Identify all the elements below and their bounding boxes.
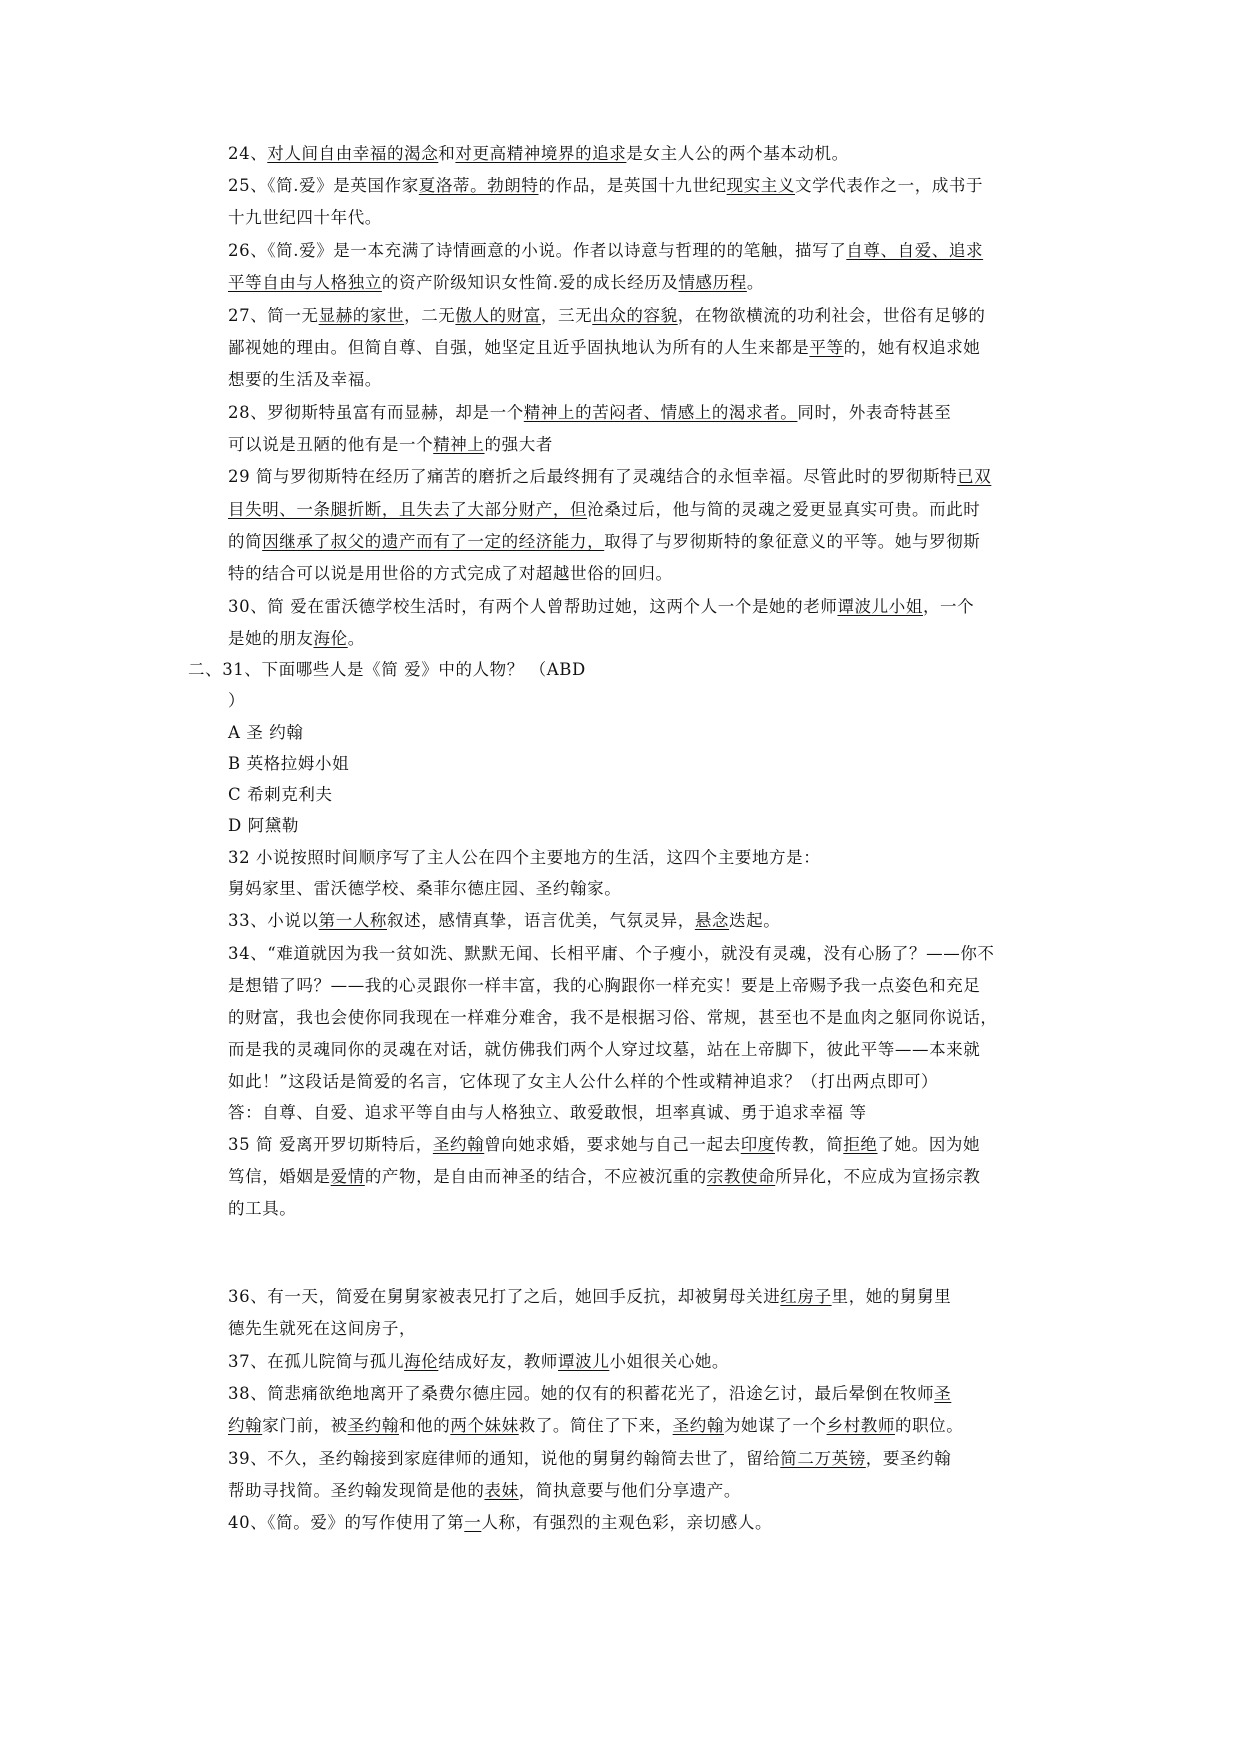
text-segment: 二、31、下面哪些人是《简 爱》中的人物？ （ABD bbox=[188, 660, 586, 679]
text-segment: 的工具。 bbox=[228, 1199, 297, 1218]
text-segment: 。 bbox=[347, 629, 365, 648]
text-segment: 特的结合可以说是用世俗的方式完成了对超越世俗的回归。 bbox=[228, 564, 673, 583]
text-segment: 迭起。 bbox=[729, 911, 781, 930]
text-line bbox=[228, 976, 980, 996]
text-segment: 传教，简 bbox=[774, 1135, 844, 1154]
text-segment: B 英格拉姆小姐 bbox=[228, 754, 350, 773]
text-line bbox=[228, 1072, 938, 1092]
text-segment: ，简执意要与他们分享遗产。 bbox=[518, 1481, 742, 1500]
underlined-answer: 精神上的苦闷者、情感上的渴求者。 bbox=[523, 403, 798, 422]
text-line bbox=[228, 564, 673, 584]
underlined-answer: 爱情 bbox=[330, 1167, 365, 1186]
text-segment: 的资产阶级知识女性简.爱的成长经历及 bbox=[381, 273, 679, 292]
text-line bbox=[228, 1384, 951, 1404]
text-segment: ，一个 bbox=[922, 597, 975, 616]
underlined-answer: 海伦 bbox=[313, 629, 348, 648]
text-segment: C 希刺克利夫 bbox=[228, 785, 333, 804]
text-line bbox=[228, 629, 365, 649]
underlined-answer: 显赫的家世 bbox=[318, 306, 405, 325]
underlined-answer: 对人间自由幸福的渴念 bbox=[267, 144, 439, 163]
underlined-answer: 一 bbox=[464, 1513, 482, 1532]
text-line bbox=[228, 273, 764, 293]
text-segment: 十九世纪四十年代。 bbox=[228, 208, 382, 227]
text-segment: 32 小说按照时间顺序写了主人公在四个主要地方的生活，这四个主要地方是： bbox=[228, 848, 821, 867]
underlined-answer: 现实主义 bbox=[726, 176, 796, 195]
underlined-answer: 圣 bbox=[934, 1384, 952, 1403]
underlined-answer: 拒绝 bbox=[843, 1135, 878, 1154]
text-segment: 结成好友，教师 bbox=[438, 1352, 559, 1371]
text-segment: 为她谋了一个 bbox=[723, 1416, 827, 1435]
text-segment: 文学代表作之一，成书于 bbox=[795, 176, 984, 195]
text-segment: 和他的 bbox=[399, 1416, 451, 1435]
text-line bbox=[228, 370, 382, 390]
text-line bbox=[228, 879, 621, 899]
text-segment: 家门前，被 bbox=[262, 1416, 348, 1435]
text-segment: 所异化，不应成为宣扬宗教 bbox=[775, 1167, 981, 1186]
text-segment: 舅妈家里、雷沃德学校、桑菲尔德庄园、圣约翰家。 bbox=[228, 879, 622, 898]
underlined-answer: 圣约翰 bbox=[432, 1135, 485, 1154]
text-line bbox=[188, 660, 586, 680]
text-line bbox=[228, 1513, 772, 1533]
text-line bbox=[228, 848, 820, 868]
text-line bbox=[228, 944, 995, 964]
text-line bbox=[228, 1481, 741, 1501]
underlined-answer: 两个妹妹 bbox=[450, 1416, 519, 1435]
underlined-answer: 出众的容貌 bbox=[592, 306, 678, 325]
text-line bbox=[228, 1449, 951, 1469]
text-line bbox=[228, 338, 980, 358]
text-segment: 27、简一无 bbox=[228, 306, 319, 325]
text-segment: 人称，有强烈的主观色彩，亲切感人。 bbox=[481, 1513, 773, 1532]
text-segment: 24、 bbox=[228, 144, 268, 163]
underlined-answer: 谭波儿小姐 bbox=[837, 597, 923, 616]
underlined-answer: 宗教使命 bbox=[706, 1167, 776, 1186]
text-segment: 可以说是丑陋的他有是一个 bbox=[228, 435, 434, 454]
text-segment: 的，她有权追求她 bbox=[843, 338, 981, 357]
text-segment: A 圣 约翰 bbox=[228, 723, 304, 742]
text-segment: 如此！”这段话是简爱的名言，它体现了女主人公什么样的个性或精神追求？（打出两点即可） bbox=[228, 1072, 939, 1091]
underlined-answer: 对更高精神境界的追求 bbox=[455, 144, 627, 163]
text-segment: 40、《简。爱》的写作使用了第 bbox=[228, 1513, 465, 1532]
text-line bbox=[228, 306, 986, 326]
text-line bbox=[228, 1287, 951, 1307]
text-segment: 救了。简住了下来， bbox=[518, 1416, 673, 1435]
text-segment: 的强大者 bbox=[484, 435, 553, 454]
underlined-answer: 圣约翰 bbox=[347, 1416, 400, 1435]
underlined-answer: 海伦 bbox=[404, 1352, 439, 1371]
underlined-answer: 圣约翰 bbox=[672, 1416, 724, 1435]
text-line bbox=[228, 1319, 416, 1339]
text-segment: 帮助寻找简。圣约翰发现简是他的 bbox=[228, 1481, 485, 1500]
text-segment: 30、简 爱在雷沃德学校生活时，有两个人曾帮助过她，这两个人一个是她的老师 bbox=[228, 597, 838, 616]
text-segment: 28、罗彻斯特虽富有而显赫，却是一个 bbox=[228, 403, 524, 422]
underlined-answer: 表妹 bbox=[484, 1481, 519, 1500]
text-segment: 37、在孤儿院简与孤儿 bbox=[228, 1352, 405, 1371]
text-line bbox=[228, 435, 553, 455]
text-segment: 同时，外表奇特甚至 bbox=[797, 403, 952, 422]
text-segment: 沧桑过后，他与简的灵魂之爱更显真实可贵。而此时 bbox=[587, 500, 981, 519]
text-line bbox=[228, 691, 245, 711]
text-segment: ，三无 bbox=[540, 306, 593, 325]
text-segment: 了她。因为她 bbox=[877, 1135, 981, 1154]
text-segment: 39、不久，圣约翰接到家庭律师的通知，说他的舅舅约翰简去世了，留给 bbox=[228, 1449, 781, 1468]
text-segment: 取得了与罗彻斯特的象征意义的平等。她与罗彻斯 bbox=[604, 532, 981, 551]
text-segment: 而是我的灵魂同你的灵魂在对话，就仿佛我们两个人穿过坟墓，站在上帝脚下，彼此平等——本来就 bbox=[228, 1040, 981, 1059]
text-segment: 里，她的舅舅里 bbox=[831, 1287, 952, 1306]
underlined-answer: 平等 bbox=[809, 338, 844, 357]
text-segment: 26、《简.爱》是一本充满了诗情画意的小说。作者以诗意与哲理的的笔触，描写了 bbox=[228, 241, 847, 260]
text-line bbox=[228, 1167, 980, 1187]
text-segment: 鄙视她的理由。但简自尊、自强，她坚定且近乎固执地认为所有的人生来都是 bbox=[228, 338, 810, 357]
text-segment: 的作品，是英国十九世纪 bbox=[538, 176, 727, 195]
underlined-answer: 乡村教师 bbox=[826, 1416, 895, 1435]
text-line bbox=[228, 1103, 867, 1123]
text-line bbox=[228, 241, 983, 261]
text-line bbox=[228, 597, 974, 617]
text-segment: 想要的生活及幸福。 bbox=[228, 370, 382, 389]
text-line bbox=[228, 785, 333, 805]
text-segment: 34、“难道就因为我一贫如洗、默默无闻、长相平庸、个子瘦小，就没有灵魂，没有心肠了？——你不 bbox=[228, 944, 995, 963]
text-segment: 29 简与罗彻斯特在经历了痛苦的磨折之后最终拥有了灵魂结合的永恒幸福。尽管此时的罗彻斯特 bbox=[228, 467, 958, 486]
text-line bbox=[228, 208, 382, 228]
text-line bbox=[228, 467, 991, 487]
text-line bbox=[228, 1416, 963, 1436]
underlined-answer: 已双 bbox=[957, 467, 992, 486]
text-line bbox=[228, 816, 299, 836]
underlined-answer: 目失明、一条腿折断，且失去了大部分财产，但 bbox=[228, 500, 588, 519]
text-segment: 36、有一天，简爱在舅舅家被表兄打了之后，她回手反抗，却被舅母关进 bbox=[228, 1287, 781, 1306]
text-line bbox=[228, 403, 951, 423]
text-segment: 曾向她求婚，要求她与自己一起去 bbox=[484, 1135, 741, 1154]
text-segment: ） bbox=[228, 691, 246, 710]
text-segment: 叙述，感情真挚，语言优美，气氛灵异， bbox=[387, 911, 695, 930]
text-line bbox=[228, 176, 983, 196]
text-segment: 的财富，我也会使你同我现在一样难分难舍，我不是根据习俗、常规，甚至也不是血肉之躯同你说话， bbox=[228, 1008, 998, 1027]
underlined-answer: 约翰 bbox=[228, 1416, 263, 1435]
text-segment: D 阿黛勒 bbox=[228, 816, 299, 835]
text-line bbox=[228, 754, 349, 774]
text-line bbox=[228, 144, 849, 164]
text-segment: ，要圣约翰 bbox=[865, 1449, 952, 1468]
text-segment: 答：自尊、自爱、追求平等自由与人格独立、敢爱敢恨，坦率真诚、勇于追求幸福 等 bbox=[228, 1103, 867, 1122]
text-segment: 35 简 爱离开罗切斯特后， bbox=[228, 1135, 433, 1154]
text-segment: ，在物欲横流的功利社会，世俗有足够的 bbox=[677, 306, 986, 325]
text-line bbox=[228, 1008, 998, 1028]
text-line bbox=[228, 911, 780, 931]
underlined-answer: 印度 bbox=[740, 1135, 775, 1154]
text-segment: 小姐很关心她。 bbox=[609, 1352, 730, 1371]
text-line bbox=[228, 500, 980, 520]
text-segment: 德先生就死在这间房子， bbox=[228, 1319, 417, 1338]
text-segment: 的简 bbox=[228, 532, 263, 551]
underlined-answer: 平等自由与人格独立 bbox=[228, 273, 382, 292]
text-segment: 的产物，是自由而神圣的结合，不应被沉重的 bbox=[364, 1167, 707, 1186]
text-line bbox=[228, 1040, 980, 1060]
underlined-answer: 谭波儿 bbox=[558, 1352, 610, 1371]
text-segment: 是她的朋友 bbox=[228, 629, 314, 648]
text-segment: ，二无 bbox=[404, 306, 456, 325]
text-segment: 是想错了吗？——我的心灵跟你一样丰富，我的心胸跟你一样充实！要是上帝赐予我一点姿色和充足 bbox=[228, 976, 981, 995]
text-line bbox=[228, 532, 980, 552]
text-segment: 的职位。 bbox=[894, 1416, 964, 1435]
underlined-answer: 简二万英镑 bbox=[780, 1449, 866, 1468]
text-segment: 25、《简.爱》是英国作家 bbox=[228, 176, 419, 195]
text-line bbox=[228, 723, 304, 743]
underlined-answer: 红房子 bbox=[780, 1287, 832, 1306]
underlined-answer: 自尊、自爱、追求 bbox=[846, 241, 984, 260]
underlined-answer: 精神上 bbox=[433, 435, 485, 454]
underlined-answer: 傲人的财富 bbox=[455, 306, 541, 325]
text-segment: 笃信，婚姻是 bbox=[228, 1167, 331, 1186]
text-line bbox=[228, 1352, 729, 1372]
underlined-answer: 夏洛蒂。勃朗特 bbox=[418, 176, 539, 195]
underlined-answer: 悬念 bbox=[694, 911, 730, 930]
underlined-answer: 情感历程 bbox=[678, 273, 747, 292]
text-line bbox=[228, 1199, 296, 1219]
text-segment: 和 bbox=[438, 144, 456, 163]
text-segment: 。 bbox=[746, 273, 764, 292]
text-line bbox=[228, 1135, 980, 1155]
text-segment: 38、简悲痛欲绝地离开了桑费尔德庄园。她的仅有的积蓄花光了，沿途乞讨，最后晕倒在牧师 bbox=[228, 1384, 935, 1403]
text-segment: 33、小说以 bbox=[228, 911, 319, 930]
underlined-answer: 因继承了叔父的遗产而有了一定的经济能力， bbox=[262, 532, 605, 551]
underlined-answer: 第一人称 bbox=[318, 911, 388, 930]
text-segment: 是女主人公的两个基本动机。 bbox=[626, 144, 849, 163]
